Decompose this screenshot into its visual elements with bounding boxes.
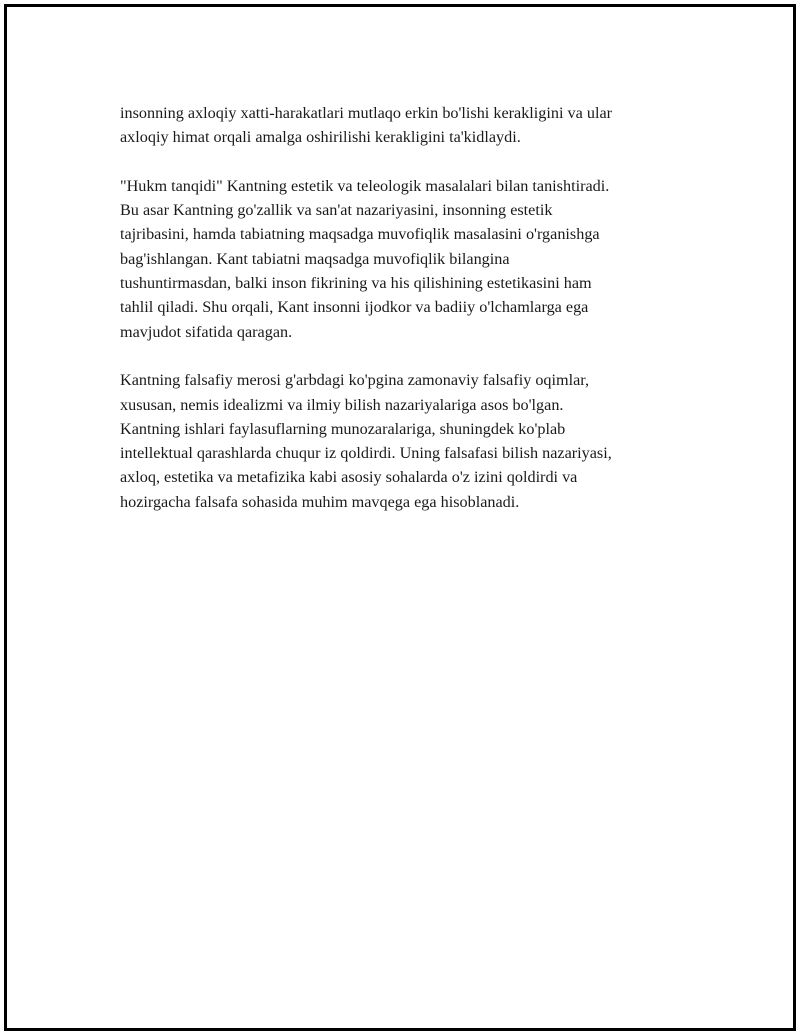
paragraph-1 [120,101,700,150]
text-line: axloq, estetika va metafizika kabi asosiy sohalarda o'z izini qoldirdi va [120,468,578,487]
text-line: axloqiy himat orqali amalga oshirilishi kerakligini ta'kidlaydi. [120,128,521,147]
text-line: tahlil qiladi. Shu orqali, Kant insonni ijodkor va badiiy o'lchamlarga ega [120,298,589,317]
text-line: Bu asar Kantning go'zallik va san'at nazariyasini, insonning estetik [120,201,553,220]
paragraph-2 [120,174,700,344]
page-frame [4,4,796,1031]
text-line: xususan, nemis idealizmi va ilmiy bilish nazariyalariga asos bo'lgan. [120,395,564,414]
text-line: tushuntirmasdan, balki inson fikrining va his qilishining estetikasini ham [120,274,592,293]
text-line: intellektual qarashlarda chuqur iz qoldirdi. Uning falsafasi bilish nazariyasi, [120,444,612,463]
page-content [120,101,700,538]
text-line: Kantning falsafiy merosi g'arbdagi ko'pgina zamonaviy falsafiy oqimlar, [120,371,590,390]
text-line: Kantning ishlari faylasuflarning munozaralariga, shuningdek ko'plab [120,419,566,438]
paragraph-3 [120,368,700,514]
text-line: hozirgacha falsafa sohasida muhim mavqega ega hisoblanadi. [120,492,520,511]
text-line: "Hukm tanqidi" Kantning estetik va teleologik masalalari bilan tanishtiradi. [120,176,610,195]
text-line: insonning axloqiy xatti-harakatlari mutlaqo erkin bo'lishi kerakligini va ular [120,104,613,122]
text-line: tajribasini, hamda tabiatning maqsadga muvofiqlik masalasini o'rganishga [120,225,600,244]
text-line: bag'ishlangan. Kant tabiatni maqsadga muvofiqlik bilangina [120,249,510,268]
text-line: mavjudot sifatida qaragan. [120,322,293,341]
